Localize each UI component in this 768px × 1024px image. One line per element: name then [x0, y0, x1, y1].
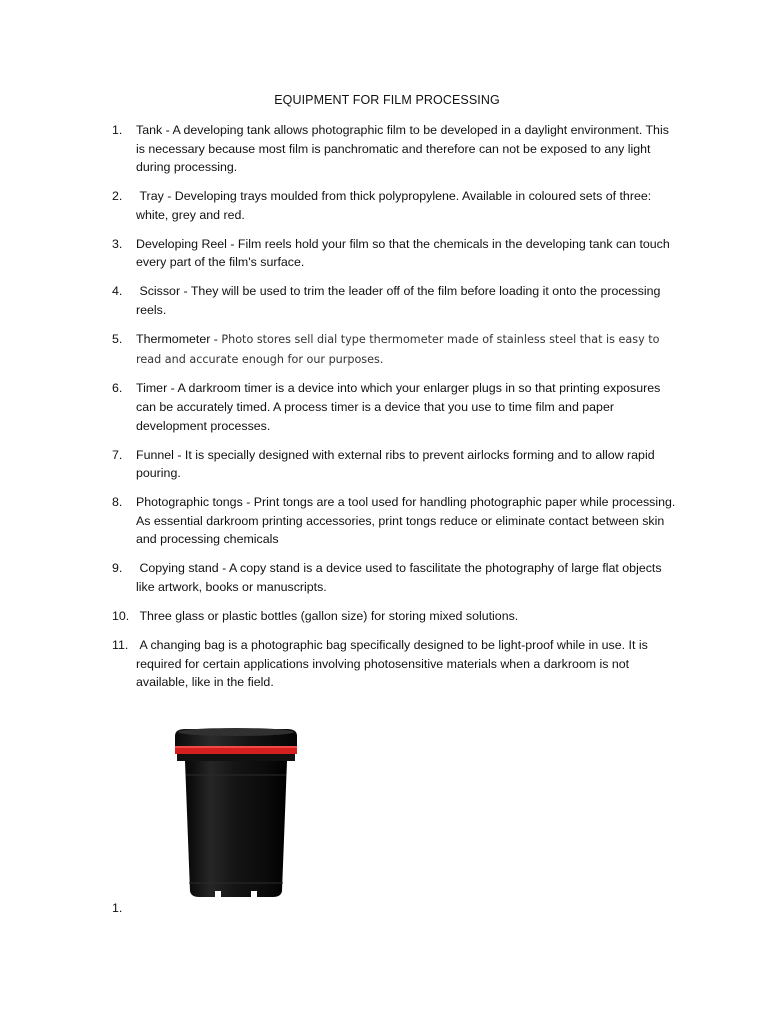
developing-tank-image [137, 703, 337, 913]
list-item [112, 636, 678, 692]
item-number: 8. [112, 495, 123, 510]
item-text: Timer - A darkroom timer is a device into which your enlarger plugs in so that printing exposures can be accurately timed. A process timer is a device that you use to time film and paper development processes. [136, 381, 661, 433]
item-number: 9. [112, 561, 123, 576]
list-item [112, 446, 678, 483]
item-text: Tank - A developing tank allows photographic film to be developed in a daylight environment. This is necessary because most film is panchromatic and therefore can not be exposed to any light during processing. [136, 123, 669, 175]
item-number: 2. [112, 189, 123, 204]
list-item [112, 559, 678, 596]
item-text: Developing Reel - Film reels hold your film so that the chemicals in the developing tank can touch every part of the film's surface. [136, 236, 670, 270]
list-item [112, 607, 678, 626]
item-text-extra: Photo stores sell dial type thermometer made of stainless steel that is easy to read and accurate enough for our purposes. [136, 332, 660, 366]
equipment-list [112, 121, 678, 702]
item-number: 1. [112, 123, 123, 137]
item-text: Scissor - They will be used to trim the leader off of the film before loading it onto the processing reels. [136, 284, 664, 317]
item-text: Copying stand - A copy stand is a device used to fascilitate the photography of large flat objects like artwork, books or manuscripts. [136, 561, 666, 594]
item-text: Tray - Developing trays moulded from thick polypropylene. Available in coloured sets of three: white, grey and red. [136, 189, 655, 222]
trailing-list-number: 1. [112, 901, 123, 915]
item-text: Thermometer - [136, 331, 222, 346]
item-number: 5. [112, 331, 123, 346]
list-item [112, 379, 678, 435]
item-text: Funnel - It is specially designed with external ribs to prevent airlocks forming and to allow rapid pouring. [136, 447, 655, 481]
item-number: 7. [112, 447, 123, 462]
list-item [112, 493, 678, 549]
list-item [112, 330, 678, 369]
list-item [112, 121, 678, 177]
list-item [112, 235, 678, 272]
document-title: EQUIPMENT FOR FILM PROCESSING [274, 93, 500, 107]
item-number: 11. [112, 637, 129, 652]
item-number: 6. [112, 381, 123, 396]
list-item [112, 282, 678, 319]
item-number: 3. [112, 236, 123, 251]
item-text: Three glass or plastic bottles (gallon size) for storing mixed solutions. [136, 608, 519, 623]
item-text: Photographic tongs - Print tongs are a tool used for handling photographic paper while processing. As essential darkroom printing accessories, print tongs reduce or eliminate contact between skin and processing chemicals [136, 495, 676, 547]
item-number: 4. [112, 284, 123, 299]
item-text: A changing bag is a photographic bag specifically designed to be light-proof while in use. It is required for certain applications involving photosensitive materials when a darkroom is not available, like in the field. [136, 637, 652, 690]
item-number: 10. [112, 608, 130, 623]
list-item [112, 187, 678, 224]
developing-tank-photo-icon [137, 703, 337, 913]
